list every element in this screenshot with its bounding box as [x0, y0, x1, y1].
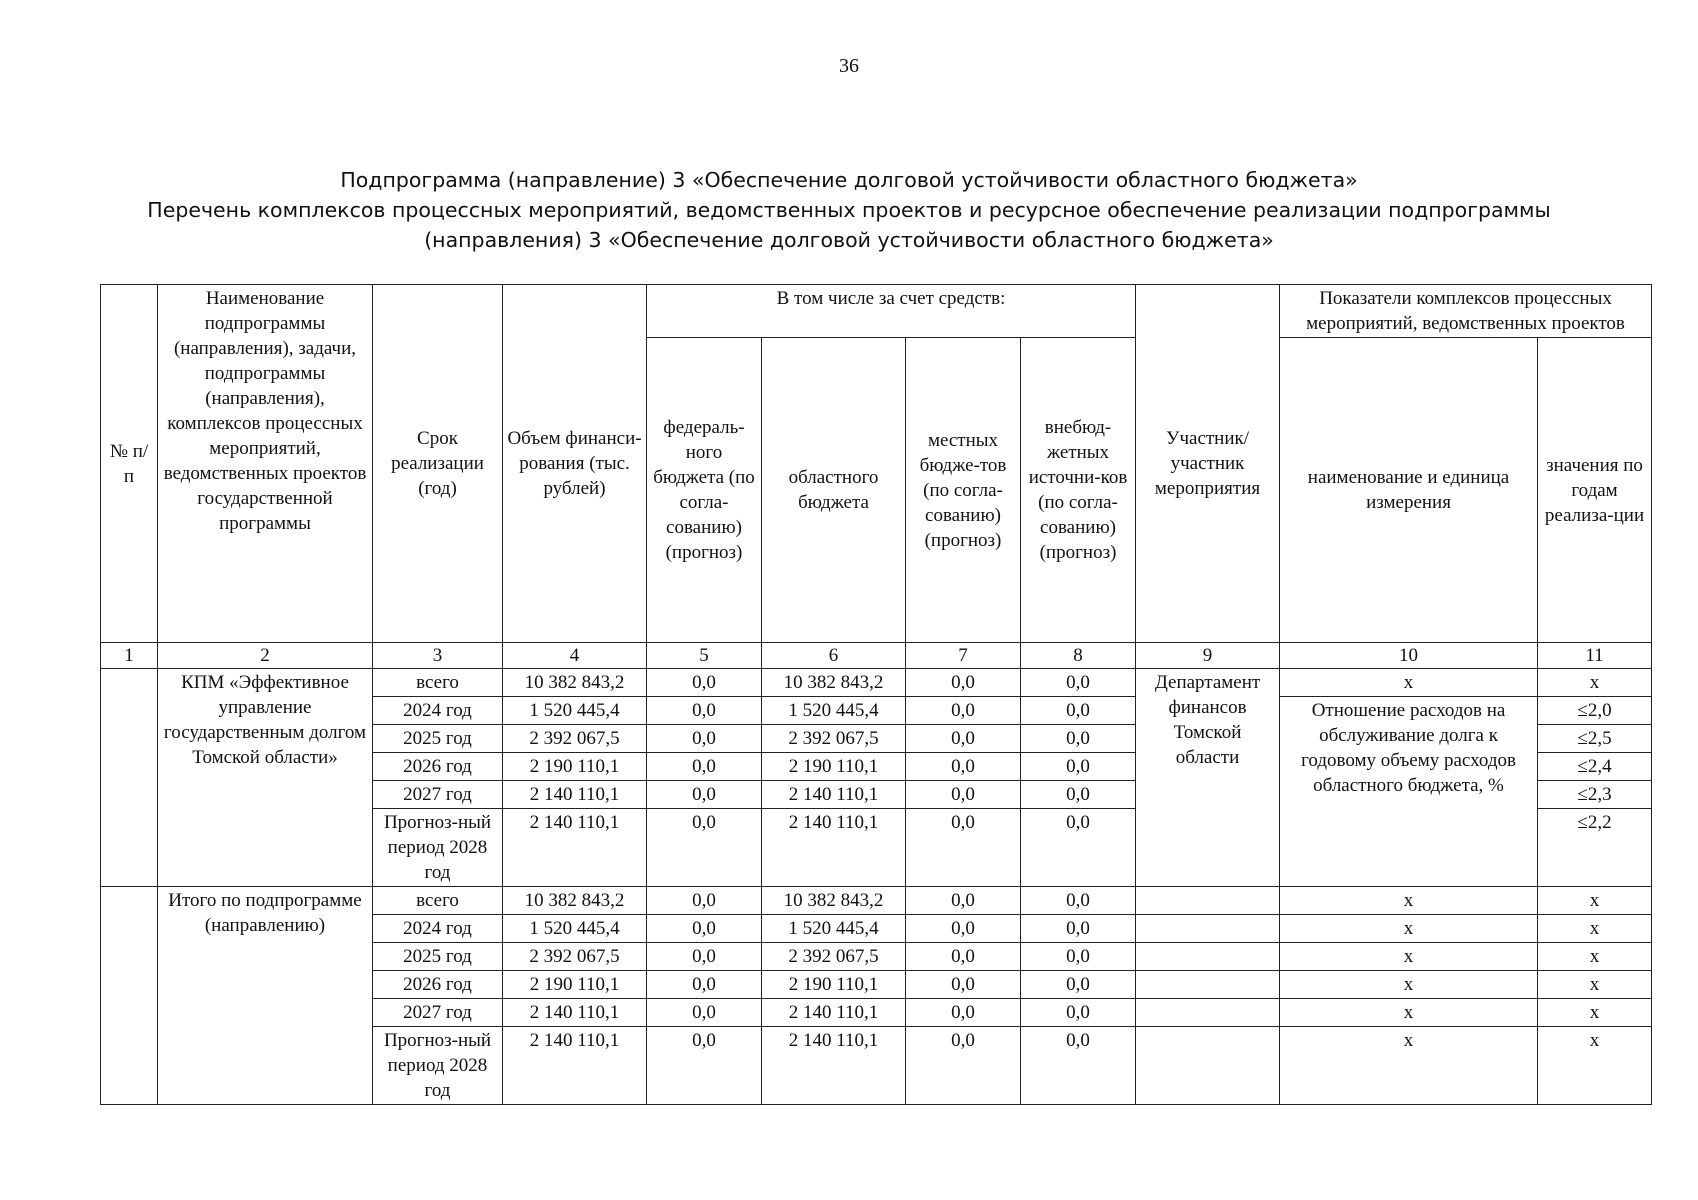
- indicator-cell: х: [1280, 943, 1538, 971]
- local-cell: 0,0: [906, 915, 1021, 943]
- period-cell: 2025 год: [373, 725, 503, 753]
- regional-cell: 2 140 110,1: [762, 1027, 906, 1105]
- header-federal-budget: федераль-ного бюджета (по согла-сованию) (прогноз): [647, 338, 762, 643]
- regional-cell: 2 140 110,1: [762, 999, 906, 1027]
- total-cell: 2 140 110,1: [503, 1027, 647, 1105]
- indicator-cell: х: [1280, 971, 1538, 999]
- column-number: 1: [101, 643, 158, 669]
- total-cell: 2 140 110,1: [503, 809, 647, 887]
- indicator-cell: х: [1280, 887, 1538, 915]
- extra-cell: 0,0: [1021, 809, 1136, 887]
- local-cell: 0,0: [906, 725, 1021, 753]
- local-cell: 0,0: [906, 753, 1021, 781]
- indicator-value-cell: ≤2,2: [1538, 809, 1652, 887]
- participant-cell: [1136, 915, 1280, 943]
- period-cell: 2024 год: [373, 697, 503, 725]
- indicator-value-cell: х: [1538, 971, 1652, 999]
- title-line-2: Перечень комплексов процессных мероприятий, ведомственных проектов и ресурсное обеспечение реализации подпрограммы: [147, 198, 1551, 222]
- indicator-cell: х: [1280, 1027, 1538, 1105]
- indicator-value-cell: х: [1538, 999, 1652, 1027]
- extra-cell: 0,0: [1021, 971, 1136, 999]
- column-number: 10: [1280, 643, 1538, 669]
- header-row-number: № п/п: [101, 285, 158, 643]
- header-extrabudgetary: внебюд-жетных источни-ков (по согла-сованию) (прогноз): [1021, 338, 1136, 643]
- header-indicators-group: Показатели комплексов процессных мероприятий, ведомственных проектов: [1280, 285, 1652, 338]
- regional-cell: 2 140 110,1: [762, 809, 906, 887]
- period-cell: 2025 год: [373, 943, 503, 971]
- regional-cell: 10 382 843,2: [762, 887, 906, 915]
- extra-cell: 0,0: [1021, 1027, 1136, 1105]
- local-cell: 0,0: [906, 887, 1021, 915]
- total-cell: 2 190 110,1: [503, 971, 647, 999]
- extra-cell: 0,0: [1021, 697, 1136, 725]
- indicator-value-cell: ≤2,3: [1538, 781, 1652, 809]
- row-number: [101, 887, 158, 1105]
- column-number: 11: [1538, 643, 1652, 669]
- period-cell: 2026 год: [373, 971, 503, 999]
- total-cell: 2 392 067,5: [503, 725, 647, 753]
- extra-cell: 0,0: [1021, 887, 1136, 915]
- indicator-cell: х: [1280, 915, 1538, 943]
- indicator-value-cell: х: [1538, 943, 1652, 971]
- column-number: 9: [1136, 643, 1280, 669]
- total-cell: 2 140 110,1: [503, 999, 647, 1027]
- federal-cell: 0,0: [647, 887, 762, 915]
- column-number: 4: [503, 643, 647, 669]
- regional-cell: 1 520 445,4: [762, 697, 906, 725]
- extra-cell: 0,0: [1021, 915, 1136, 943]
- indicator-value-cell: ≤2,0: [1538, 697, 1652, 725]
- table-row: [101, 887, 1652, 915]
- local-cell: 0,0: [906, 697, 1021, 725]
- header-program-name: Наименование подпрограммы (направления), задачи, подпрограммы (направления), комплексов процессных мероприятий, ведомственных проектов государственной программы: [158, 285, 373, 643]
- extra-cell: 0,0: [1021, 781, 1136, 809]
- period-cell: 2027 год: [373, 999, 503, 1027]
- regional-cell: 2 392 067,5: [762, 943, 906, 971]
- local-cell: 0,0: [906, 809, 1021, 887]
- indicator-value-cell: ≤2,5: [1538, 725, 1652, 753]
- federal-cell: 0,0: [647, 915, 762, 943]
- total-cell: 1 520 445,4: [503, 915, 647, 943]
- indicator-value-cell: ≤2,4: [1538, 753, 1652, 781]
- indicator-value-cell: х: [1538, 915, 1652, 943]
- column-numbers-row: [101, 643, 1652, 669]
- indicator-value-cell: х: [1538, 887, 1652, 915]
- extra-cell: 0,0: [1021, 753, 1136, 781]
- local-cell: 0,0: [906, 999, 1021, 1027]
- participant-cell: [1136, 999, 1280, 1027]
- row-number: [101, 669, 158, 887]
- program-name: Итого по подпрограмме (направлению): [158, 887, 373, 1105]
- regional-cell: 2 140 110,1: [762, 781, 906, 809]
- regional-cell: 2 190 110,1: [762, 971, 906, 999]
- table-row: [101, 669, 1652, 697]
- header-regional-budget: областного бюджета: [762, 338, 906, 643]
- participant-cell: Департамент финансов Томской области: [1136, 669, 1280, 887]
- header-participant: Участник/ участник мероприятия: [1136, 285, 1280, 643]
- column-number: 8: [1021, 643, 1136, 669]
- financing-table: [100, 284, 1652, 1105]
- header-financing-volume: Объем финанси-рования (тыс. рублей): [503, 285, 647, 643]
- local-cell: 0,0: [906, 943, 1021, 971]
- header-local-budgets: местных бюдже-тов (по согла-сованию) (прогноз): [906, 338, 1021, 643]
- federal-cell: 0,0: [647, 781, 762, 809]
- period-cell: Прогноз-ный период 2028 год: [373, 809, 503, 887]
- document-title: [0, 165, 1698, 255]
- local-cell: 0,0: [906, 1027, 1021, 1105]
- title-line-1: Подпрограмма (направление) 3 «Обеспечение долговой устойчивости областного бюджета»: [340, 168, 1358, 192]
- total-cell: 1 520 445,4: [503, 697, 647, 725]
- period-cell: Прогноз-ный период 2028 год: [373, 1027, 503, 1105]
- period-cell: 2027 год: [373, 781, 503, 809]
- header-period: Срок реализации (год): [373, 285, 503, 643]
- federal-cell: 0,0: [647, 753, 762, 781]
- participant-cell: [1136, 971, 1280, 999]
- participant-cell: [1136, 943, 1280, 971]
- program-name: КПМ «Эффективное управление государственным долгом Томской области»: [158, 669, 373, 887]
- total-cell: 2 140 110,1: [503, 781, 647, 809]
- indicator-cell: х: [1280, 999, 1538, 1027]
- extra-cell: 0,0: [1021, 669, 1136, 697]
- extra-cell: 0,0: [1021, 725, 1136, 753]
- federal-cell: 0,0: [647, 669, 762, 697]
- total-cell: 10 382 843,2: [503, 669, 647, 697]
- regional-cell: 10 382 843,2: [762, 669, 906, 697]
- regional-cell: 2 190 110,1: [762, 753, 906, 781]
- period-cell: 2024 год: [373, 915, 503, 943]
- local-cell: 0,0: [906, 971, 1021, 999]
- header-sources-group: В том числе за счет средств:: [647, 285, 1136, 338]
- column-number: 2: [158, 643, 373, 669]
- title-line-3: (направления) 3 «Обеспечение долговой устойчивости областного бюджета»: [424, 228, 1274, 252]
- regional-cell: 1 520 445,4: [762, 915, 906, 943]
- total-cell: 2 392 067,5: [503, 943, 647, 971]
- page-number: 36: [839, 55, 859, 77]
- participant-cell: [1136, 1027, 1280, 1105]
- period-cell: всего: [373, 669, 503, 697]
- federal-cell: 0,0: [647, 809, 762, 887]
- federal-cell: 0,0: [647, 971, 762, 999]
- indicator-cell: х: [1280, 669, 1538, 697]
- header-indicator-values: значения по годам реализа-ции: [1538, 338, 1652, 643]
- indicator-name-cell: Отношение расходов на обслуживание долга к годовому объему расходов областного бюджета, %: [1280, 697, 1538, 887]
- total-cell: 10 382 843,2: [503, 887, 647, 915]
- extra-cell: 0,0: [1021, 999, 1136, 1027]
- column-number: 3: [373, 643, 503, 669]
- federal-cell: 0,0: [647, 943, 762, 971]
- federal-cell: 0,0: [647, 999, 762, 1027]
- column-number: 7: [906, 643, 1021, 669]
- regional-cell: 2 392 067,5: [762, 725, 906, 753]
- period-cell: 2026 год: [373, 753, 503, 781]
- local-cell: 0,0: [906, 781, 1021, 809]
- federal-cell: 0,0: [647, 725, 762, 753]
- federal-cell: 0,0: [647, 697, 762, 725]
- column-number: 6: [762, 643, 906, 669]
- column-number: 5: [647, 643, 762, 669]
- period-cell: всего: [373, 887, 503, 915]
- local-cell: 0,0: [906, 669, 1021, 697]
- indicator-value-cell: х: [1538, 669, 1652, 697]
- header-indicator-name: наименование и единица измерения: [1280, 338, 1538, 643]
- indicator-value-cell: х: [1538, 1027, 1652, 1105]
- participant-cell: [1136, 887, 1280, 915]
- federal-cell: 0,0: [647, 1027, 762, 1105]
- total-cell: 2 190 110,1: [503, 753, 647, 781]
- extra-cell: 0,0: [1021, 943, 1136, 971]
